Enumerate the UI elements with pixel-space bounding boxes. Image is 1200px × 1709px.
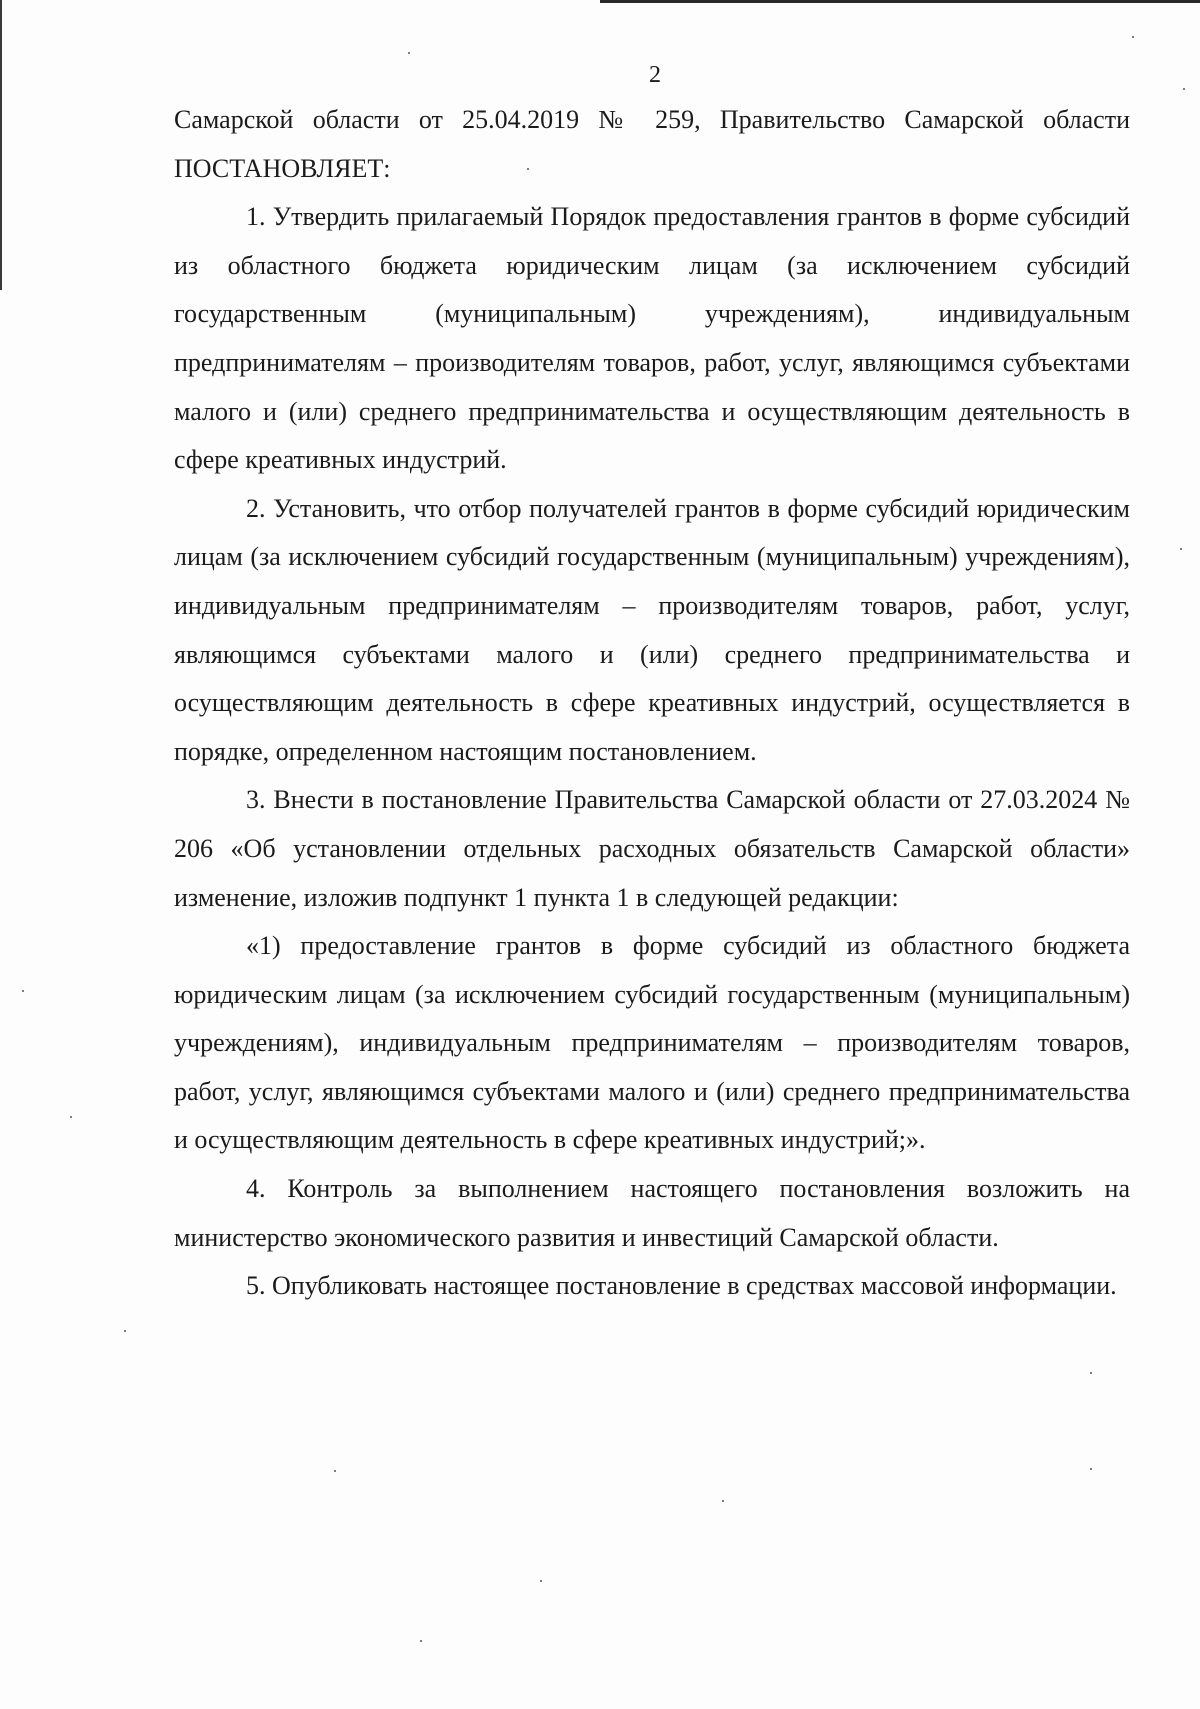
scan-speck bbox=[1180, 548, 1182, 550]
document-body bbox=[174, 96, 1130, 1311]
scan-speck bbox=[334, 1470, 336, 1472]
paragraph-item-3: 3. Внести в постановление Правительства Самарской области от 27.03.2024 № 206 «Об установлении отдельных расходных обязательств Самарской области» изменение, изложив подпункт 1 пункта 1 в следующей редакции: bbox=[174, 785, 1130, 912]
paragraph-item-4: 4. Контроль за выполнением настоящего постановления возложить на министерство экономического развития и инвестиций Самарской области. bbox=[174, 1174, 1130, 1252]
scan-speck bbox=[1132, 36, 1134, 38]
paragraph-item-1: 1. Утвердить прилагаемый Порядок предоставления грантов в форме субсидий из областного бюджета юридическим лицам (за исключением субсидий государственным (муниципальным) учреждениям), индивидуальным предпринимателям – производителям товаров, работ, услуг, являющимся субъектами малого и (или) среднего предпринимательства и осуществляющим деятельность в сфере креативных индустрий. bbox=[174, 202, 1130, 475]
scan-speck bbox=[1090, 1468, 1092, 1470]
scan-speck bbox=[70, 1116, 72, 1118]
scan-speck bbox=[124, 1330, 126, 1332]
page-number: 2 bbox=[649, 62, 661, 88]
paragraph-intro: Самарской области от 25.04.2019 № 259, Правительство Самарской области ПОСТАНОВЛЯЕТ: bbox=[174, 105, 1130, 183]
paragraph-item-5: 5. Опубликовать настоящее постановление в средствах массовой информации. bbox=[246, 1271, 1117, 1301]
paragraph-item-2: 2. Установить, что отбор получателей грантов в форме субсидий юридическим лицам (за исключением субсидий государственным (муниципальным) учреждениям), индивидуальным предпринимателям – производителям товаров, работ, услуг, являющимся субъектами малого и (или) среднего предпринимательства и осуществляющим деятельность в сфере креативных индустрий, осуществляется в порядке, определенном настоящим постановлением. bbox=[174, 493, 1130, 766]
scan-speck bbox=[22, 990, 24, 992]
scan-speck bbox=[408, 52, 410, 54]
scan-speck bbox=[1090, 1372, 1092, 1374]
scan-speck bbox=[722, 1500, 724, 1502]
paragraph-quoted-subitem: «1) предоставление грантов в форме субсидий из областного бюджета юридическим лицам (за исключением субсидий государственным (муниципальным) учреждениям), индивидуальным предпринимателям – производителям товаров, работ, услуг, являющимся субъектами малого и (или) среднего предпринимательства и осуществляющим деятельность в сфере креативных индустрий;». bbox=[174, 931, 1130, 1155]
scan-speck bbox=[540, 1580, 542, 1582]
scan-speck bbox=[420, 1640, 422, 1642]
scan-edge-left bbox=[0, 0, 2, 290]
scan-edge-top bbox=[600, 0, 1200, 3]
